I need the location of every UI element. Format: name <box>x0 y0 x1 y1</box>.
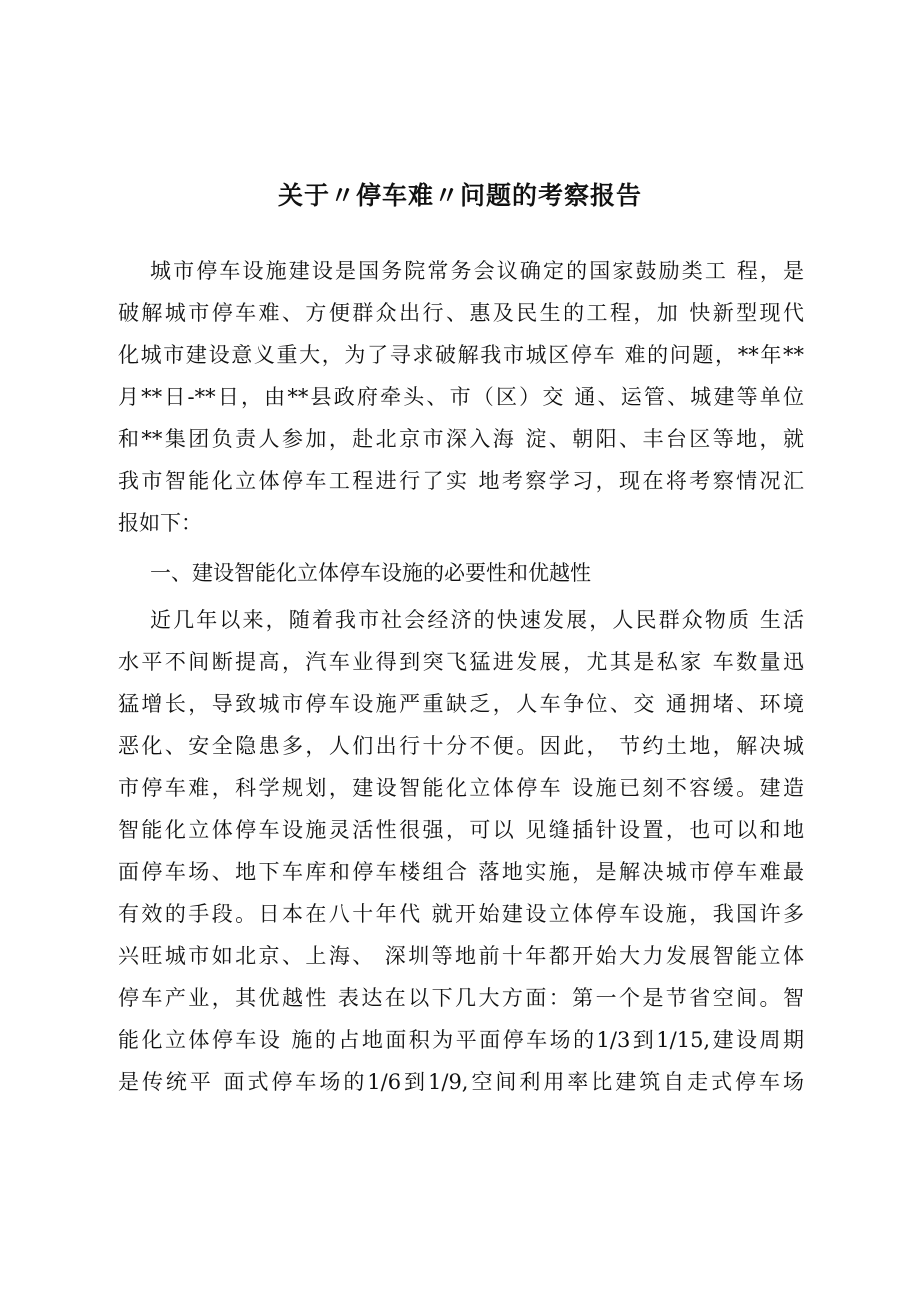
paragraph-line: 报如下： <box>118 511 202 535</box>
paragraph-line: 智能化立体停车设施灵活性很强，可以 见缝插针设置，也可以和地 <box>118 818 804 842</box>
paragraph-line: 面停车场、地下车库和停车楼组合 落地实施，是解决城市停车难最 <box>118 860 804 884</box>
paragraph-line: 有效的手段。日本在八十年代 就开始建设立体停车设施，我国许多 <box>118 902 804 926</box>
document-title: 关于〃停车难〃问题的考察报告 <box>277 181 642 210</box>
paragraph-line: 市停车难，科学规划，建设智能化立体停车 设施已刻不容缓。建造 <box>118 776 804 800</box>
paragraph-line: 是传统平 面式停车场的1/6到1/9,空间利用率比建筑自走式停车场 <box>118 1070 804 1094</box>
paragraph-line: 破解城市停车难、方便群众出行、惠及民生的工程，加 快新型现代 <box>118 301 804 325</box>
paragraph-line: 和**集团负责人参加，赴北京市深入海 淀、朝阳、丰台区等地，就 <box>118 427 804 451</box>
paragraph-line: 我市智能化立体停车工程进行了实 地考察学习，现在将考察情况汇 <box>118 469 804 493</box>
paragraph-line: 兴旺城市如北京、上海、 深圳等地前十年都开始大力发展智能立体 <box>118 944 804 968</box>
paragraph-line: 水平不间断提高，汽车业得到突飞猛进发展，尤其是私家 车数量迅 <box>118 650 804 674</box>
paragraph-line: 停车产业，其优越性 表达在以下几大方面：第一个是节省空间。智 <box>118 986 804 1010</box>
paragraph-line: 能化立体停车设 施的占地面积为平面停车场的1/3到1/15,建设周期 <box>118 1028 804 1052</box>
section-heading: 一、建设智能化立体停车设施的必要性和优越性 <box>150 561 591 585</box>
paragraph-line: 月**日-**日，由**县政府牵头、市（区）交 通、运管、城建等单位 <box>118 385 804 409</box>
paragraph-line: 恶化、安全隐患多，人们出行十分不便。因此， 节约土地，解决城 <box>118 734 804 758</box>
paragraph-line: 城市停车设施建设是国务院常务会议确定的国家鼓励类工 程，是 <box>150 259 804 283</box>
paragraph-line: 猛增长，导致城市停车设施严重缺乏，人车争位、交 通拥堵、环境 <box>118 692 804 716</box>
paragraph-line: 化城市建设意义重大，为了寻求破解我市城区停车 难的问题，**年** <box>118 343 804 367</box>
paragraph-line: 近几年以来，随着我市社会经济的快速发展，人民群众物质 生活 <box>150 608 804 632</box>
